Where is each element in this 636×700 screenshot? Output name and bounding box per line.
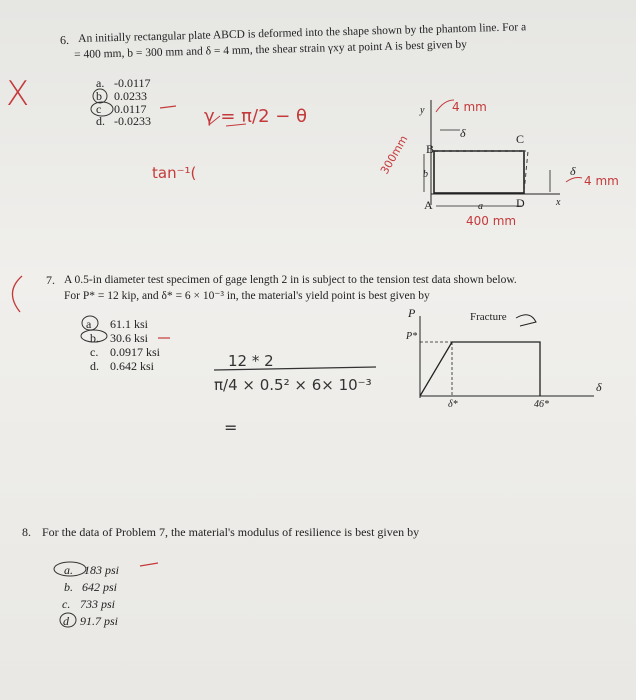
q6-fig-y: y (420, 105, 425, 116)
q7-option-d-letter: d. (90, 359, 99, 373)
q6-4mm-top-pen (436, 100, 454, 112)
q6-option-b-letter: b (96, 89, 102, 103)
q8-option-c-text: 733 psi (80, 597, 116, 611)
q7-calc-denominator: π/4 × 0.5² × 6× 10⁻³ (214, 376, 372, 394)
q8-option-c-letter: c. (62, 597, 71, 611)
q6-dash-c (160, 106, 176, 108)
q7-curve (420, 342, 540, 396)
q7-option-c-text: 0.0917 ksi (110, 345, 161, 359)
q6-400mm: 400 mm (466, 214, 517, 228)
q7-fig-fracture: Fracture (470, 311, 507, 323)
q8-option-b-text: 642 psi (82, 580, 118, 594)
q8-option-d-letter: d (63, 614, 69, 628)
q6-fig-A: A (424, 198, 433, 212)
q7-fig-delta: δ (596, 380, 602, 394)
q6-option-c-letter: c (96, 102, 102, 116)
q7-fig-Pstar: P* (406, 331, 418, 342)
q6-phantom (438, 151, 528, 193)
q6-option-c-text: 0.0117 (114, 102, 147, 116)
q6-tan-inverse: tan⁻¹( (152, 164, 197, 182)
q8-circle-d (60, 613, 76, 627)
q7-circle-a (82, 316, 98, 330)
q7-option-a-text: 61.1 ksi (110, 317, 149, 331)
q8-circle-a (54, 562, 86, 576)
q6-x-mark: X (6, 74, 30, 114)
q7-calc-bar (214, 367, 376, 370)
q7-number: 7. (46, 273, 55, 287)
q8-option-a-text: 183 psi (84, 563, 120, 577)
q6-option-b-text: 0.0233 (114, 89, 147, 103)
q6-300mm: 300mm (378, 133, 411, 177)
q6-fig-b: b (423, 169, 428, 180)
q8-option-d-text: 91.7 psi (80, 614, 119, 628)
q6-4mm-right-pen (566, 178, 582, 183)
q6-fraction-bar (226, 124, 246, 126)
q6-fig-delta-right: δ (570, 164, 576, 178)
q7-fig-dstar: δ* (448, 399, 458, 410)
q8-option-a-letter: a. (64, 563, 73, 577)
q7-line1: A 0.5-in diameter test specimen of gage length 2 in is subject to the tension test data shown below. (64, 274, 517, 286)
q6-option-a-letter: a. (96, 76, 105, 90)
q6-red-bracket (210, 116, 220, 124)
q6-option-a-text: -0.0117 (114, 76, 151, 90)
q6-line1: An initially rectangular plate ABCD is deformed into the shape shown by the phantom line. For a (78, 21, 527, 45)
q8-line1: For the data of Problem 7, the material's modulus of resilience is best given by (42, 525, 420, 539)
q8-number: 8. (22, 525, 31, 539)
q6-fig-C: C (516, 132, 525, 146)
q6-plate (434, 151, 524, 193)
q8-option-b-letter: b. (64, 580, 73, 594)
q6-number: 6. (59, 32, 70, 48)
q7-calc-numerator: 12 * 2 (228, 352, 274, 370)
q6-option-d-letter: d. (96, 114, 105, 128)
q7-option-c-letter: c. (90, 345, 99, 359)
q7-line2: For P* = 12 kip, and δ* = 6 × 10⁻³ in, the material's yield point is best given by (64, 290, 430, 302)
q7-calc-equals: = (224, 418, 238, 437)
q7-fracture-squiggle (516, 315, 536, 326)
q6-gamma-equation: γ = π/2 − θ (204, 106, 308, 127)
q8-dash-a (140, 563, 158, 566)
q7-fig-P: P (408, 306, 416, 320)
q6-option-d-text: -0.0233 (114, 114, 151, 128)
q6-fig-B: B (426, 142, 435, 156)
q7-option-b-text: 30.6 ksi (110, 331, 149, 345)
q6-4mm-right: 4 mm (584, 174, 619, 188)
q6-circle-b (93, 89, 107, 103)
q6-fig-a: a (478, 201, 483, 212)
q6-4mm-top: 4 mm (452, 100, 487, 114)
q6-line2: = 400 mm, b = 300 mm and δ = 4 mm, the shear strain γxy at point A is best given by (74, 38, 468, 61)
q6-fig-delta-top: δ (460, 126, 466, 140)
q7-circle-b (81, 330, 107, 342)
q7-fig-46: 46* (534, 399, 549, 410)
q7-option-d-text: 0.642 ksi (110, 359, 155, 373)
q6-fig-x: x (556, 197, 561, 208)
q7-margin-mark (12, 276, 22, 312)
q6-circle-c (91, 102, 113, 116)
q7-option-b-letter: b. (90, 331, 99, 345)
q7-option-a-letter: a (86, 317, 92, 331)
q6-fig-D: D (516, 196, 525, 210)
